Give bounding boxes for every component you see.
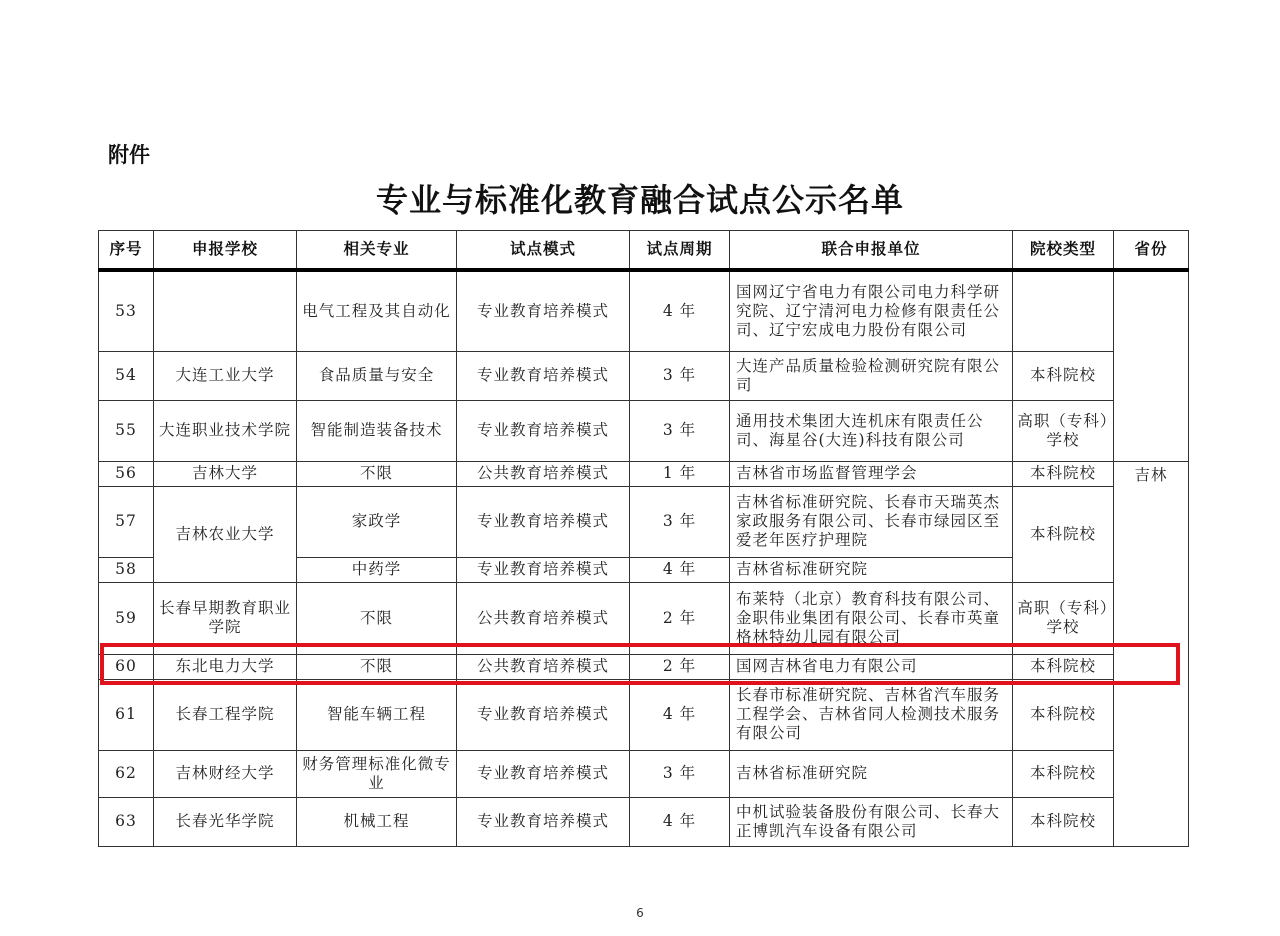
cell-period: 2 年 — [630, 582, 730, 654]
cell-major: 家政学 — [297, 486, 457, 557]
cell-mode: 专业教育培养模式 — [457, 679, 630, 750]
cell-type: 本科院校 — [1013, 750, 1114, 797]
cell-period: 3 年 — [630, 351, 730, 400]
cell-major: 中药学 — [297, 557, 457, 582]
header-type: 院校类型 — [1013, 231, 1114, 271]
cell-mode: 专业教育培养模式 — [457, 270, 630, 351]
table-row — [99, 351, 1189, 400]
cell-no: 63 — [99, 797, 154, 846]
cell-type: 本科院校 — [1013, 797, 1114, 846]
cell-major: 不限 — [297, 461, 457, 486]
cell-no: 55 — [99, 400, 154, 461]
cell-no: 56 — [99, 461, 154, 486]
cell-period: 1 年 — [630, 461, 730, 486]
table-row — [99, 461, 1189, 486]
cell-period: 2 年 — [630, 654, 730, 679]
pilot-list-table — [98, 230, 1189, 847]
cell-period: 3 年 — [630, 486, 730, 557]
cell-type: 本科院校 — [1013, 461, 1114, 486]
cell-major: 食品质量与安全 — [297, 351, 457, 400]
cell-type: 高职（专科）学校 — [1013, 400, 1114, 461]
cell-period: 4 年 — [630, 797, 730, 846]
cell-school — [154, 270, 297, 351]
header-province: 省份 — [1114, 231, 1189, 271]
table-row — [99, 679, 1189, 750]
cell-period: 4 年 — [630, 270, 730, 351]
cell-major: 电气工程及其自动化 — [297, 270, 457, 351]
header-unit: 联合申报单位 — [730, 231, 1013, 271]
table-header-row — [99, 231, 1189, 271]
cell-unit: 大连产品质量检验检测研究院有限公司 — [730, 351, 1013, 400]
cell-period: 4 年 — [630, 557, 730, 582]
table-row-highlighted — [99, 654, 1189, 679]
cell-school: 东北电力大学 — [154, 654, 297, 679]
cell-unit: 通用技术集团大连机床有限责任公司、海星谷(大连)科技有限公司 — [730, 400, 1013, 461]
cell-type: 本科院校 — [1013, 679, 1114, 750]
cell-school: 吉林大学 — [154, 461, 297, 486]
cell-no: 57 — [99, 486, 154, 557]
cell-type: 高职（专科）学校 — [1013, 582, 1114, 654]
cell-unit: 吉林省标准研究院、长春市天瑞英杰家政服务有限公司、长春市绿园区至爱老年医疗护理院 — [730, 486, 1013, 557]
table-row — [99, 270, 1189, 351]
cell-major: 智能制造装备技术 — [297, 400, 457, 461]
cell-major: 不限 — [297, 654, 457, 679]
cell-mode: 专业教育培养模式 — [457, 400, 630, 461]
cell-mode: 专业教育培养模式 — [457, 750, 630, 797]
header-no: 序号 — [99, 231, 154, 271]
cell-no: 62 — [99, 750, 154, 797]
table-row — [99, 582, 1189, 654]
cell-major: 财务管理标准化微专业 — [297, 750, 457, 797]
table-row — [99, 797, 1189, 846]
cell-major: 智能车辆工程 — [297, 679, 457, 750]
cell-school: 吉林财经大学 — [154, 750, 297, 797]
cell-unit: 国网辽宁省电力有限公司电力科学研究院、辽宁清河电力检修有限责任公司、辽宁宏成电力股份有限公司 — [730, 270, 1013, 351]
cell-school: 长春光华学院 — [154, 797, 297, 846]
cell-mode: 专业教育培养模式 — [457, 351, 630, 400]
cell-type — [1013, 270, 1114, 351]
cell-unit: 长春市标准研究院、吉林省汽车服务工程学会、吉林省同人检测技术服务有限公司 — [730, 679, 1013, 750]
cell-school: 大连职业技术学院 — [154, 400, 297, 461]
cell-major: 不限 — [297, 582, 457, 654]
cell-unit: 中机试验装备股份有限公司、长春大正博凯汽车设备有限公司 — [730, 797, 1013, 846]
header-school: 申报学校 — [154, 231, 297, 271]
cell-type: 本科院校 — [1013, 654, 1114, 679]
cell-no: 54 — [99, 351, 154, 400]
cell-type: 本科院校 — [1013, 486, 1114, 582]
table-row — [99, 400, 1189, 461]
cell-no: 53 — [99, 270, 154, 351]
table-row — [99, 486, 1189, 557]
page-number: 6 — [636, 906, 644, 920]
header-mode: 试点模式 — [457, 231, 630, 271]
cell-unit: 国网吉林省电力有限公司 — [730, 654, 1013, 679]
cell-mode: 专业教育培养模式 — [457, 797, 630, 846]
cell-unit: 吉林省市场监督管理学会 — [730, 461, 1013, 486]
header-period: 试点周期 — [630, 231, 730, 271]
cell-period: 4 年 — [630, 679, 730, 750]
cell-unit: 吉林省标准研究院 — [730, 557, 1013, 582]
header-major: 相关专业 — [297, 231, 457, 271]
cell-no: 59 — [99, 582, 154, 654]
cell-no: 61 — [99, 679, 154, 750]
cell-school: 大连工业大学 — [154, 351, 297, 400]
cell-mode: 公共教育培养模式 — [457, 461, 630, 486]
cell-unit: 吉林省标准研究院 — [730, 750, 1013, 797]
cell-province-liaoning — [1114, 270, 1189, 461]
cell-unit: 布莱特（北京）教育科技有限公司、金职伟业集团有限公司、长春市英童格林特幼儿园有限公司 — [730, 582, 1013, 654]
cell-no: 58 — [99, 557, 154, 582]
cell-period: 3 年 — [630, 400, 730, 461]
cell-no: 60 — [99, 654, 154, 679]
cell-mode: 专业教育培养模式 — [457, 557, 630, 582]
cell-province-jilin: 吉林 — [1114, 461, 1189, 846]
cell-mode: 公共教育培养模式 — [457, 582, 630, 654]
cell-school: 长春工程学院 — [154, 679, 297, 750]
cell-school: 吉林农业大学 — [154, 486, 297, 582]
cell-mode: 公共教育培养模式 — [457, 654, 630, 679]
table-row — [99, 750, 1189, 797]
cell-mode: 专业教育培养模式 — [457, 486, 630, 557]
attachment-label: 附件 — [108, 143, 150, 167]
cell-school: 长春早期教育职业学院 — [154, 582, 297, 654]
page-title: 专业与标准化教育融合试点公示名单 — [375, 181, 904, 219]
cell-period: 3 年 — [630, 750, 730, 797]
cell-major: 机械工程 — [297, 797, 457, 846]
cell-type: 本科院校 — [1013, 351, 1114, 400]
